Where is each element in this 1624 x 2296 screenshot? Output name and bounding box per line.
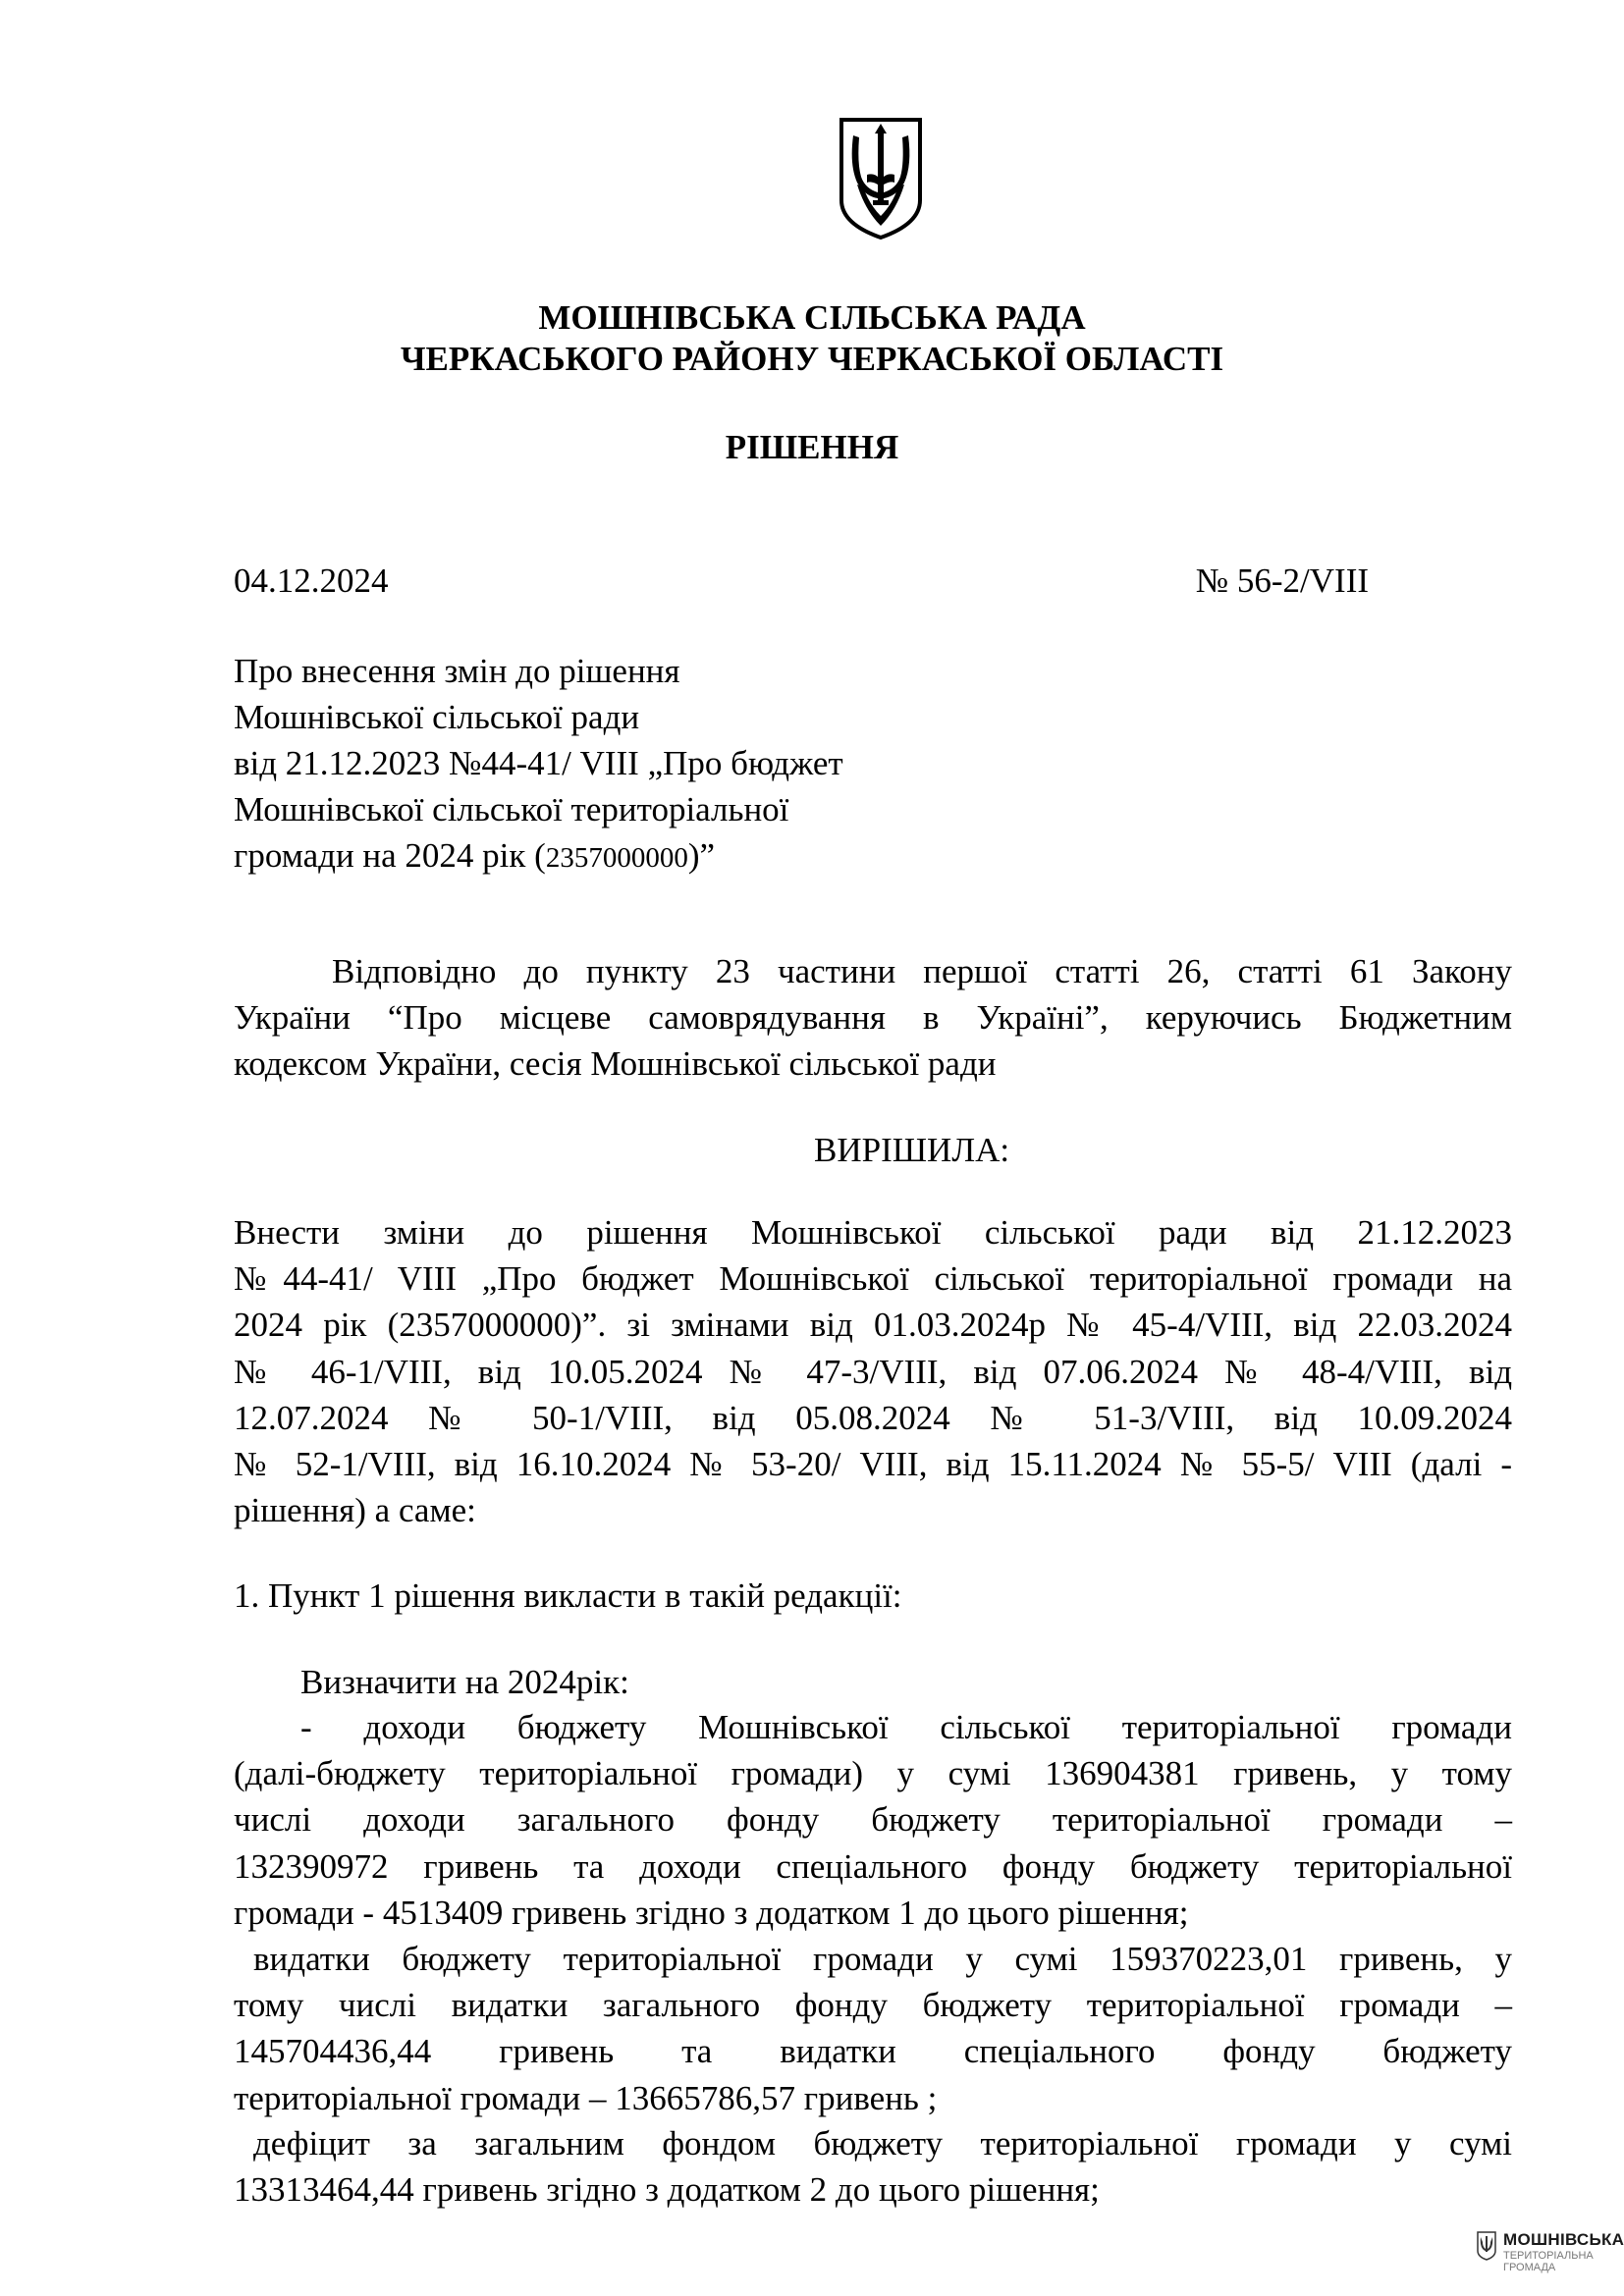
text-line: (далі-бюджету територіальної громади) у сумі 136904381 гривень, у тому (234, 1754, 1512, 1793)
text-line: територіальної громади – 13665786,57 гривень ; (234, 2078, 938, 2117)
subject-line-text: громади на 2024 рік ( (234, 836, 546, 875)
budget-code: 2357000000 (545, 842, 688, 874)
income-paragraph (234, 1704, 1512, 1936)
text-line: видатки бюджету територіальної громади у сумі 159370223,01 гривень, у (253, 1940, 1512, 1978)
coat-of-arms-emblem (836, 116, 926, 241)
subject-close: )” (687, 836, 716, 875)
council-name: МОШНІВСЬКА СІЛЬСЬКА РАДА (538, 298, 1086, 337)
community-watermark (1476, 2226, 1624, 2287)
text-line: №44-41/ VIII „Про бюджет Мошнівської сільської територіальної громади на (234, 1259, 1512, 1299)
decision-number: № 56-2/VIII (1195, 561, 1369, 600)
text-line: дефіцит за загальним фондом бюджету територіальної громади у сумі (253, 2124, 1512, 2163)
point-1: 1. Пункт 1 рішення викласти в такій редакції: (234, 1576, 902, 1615)
subject-line (234, 832, 843, 881)
text-line: рішення) а саме: (234, 1491, 476, 1530)
resolved-heading: ВИРІШИЛА: (814, 1131, 1010, 1169)
text-line: 145704436,44 гривень та видатки спеціального фонду бюджету (234, 2032, 1512, 2071)
amendment-paragraph (234, 1209, 1512, 1533)
expenses-paragraph (234, 1936, 1512, 2121)
deficit-paragraph (234, 2120, 1512, 2213)
subject-block (234, 648, 843, 881)
text-line: тому числі видатки загального фонду бюджету територіальної громади – (234, 1986, 1512, 2025)
text-line: № 46-1/VIII, від 10.05.2024 № 47-3/VIII, від 07.06.2024 № 48-4/VIII, від (234, 1352, 1512, 1391)
text-line: числі доходи загального фонду бюджету територіальної громади – (234, 1800, 1512, 1840)
text-line: 2024 рік (2357000000)”. зі змінами від 01.03.2024р № 45-4/VIII, від 22.03.2024 (234, 1306, 1512, 1345)
document-type-title: РІШЕННЯ (725, 428, 899, 466)
subject-line: Про внесення змін до рішення (234, 652, 680, 690)
text-line: 13313464,44 гривень згідно з додатком 2 до цього рішення; (234, 2170, 1100, 2210)
subject-line: від 21.12.2023 №44-41/ VIII „Про бюджет (234, 744, 843, 782)
preamble-paragraph (234, 948, 1512, 1088)
subject-line: Мошнівської сільської територіальної (234, 790, 789, 828)
trident-icon (1476, 2230, 1497, 2262)
text-line: Внести зміни до рішення Мошнівської сільської ради від 21.12.2023 (234, 1213, 1512, 1252)
text-line: України “Про місцеве самоврядування в Україні”, керуючись Бюджетним (234, 998, 1512, 1038)
watermark-line: ГРОМАДА (1503, 2262, 1556, 2273)
watermark-line: ТЕРИТОРІАЛЬНА (1503, 2250, 1594, 2262)
text-line: 12.07.2024 № 50-1/VIII, від 05.08.2024 № 51-3/VIII, від 10.09.2024 (234, 1398, 1512, 1437)
subject-line: Мошнівської сільської ради (234, 698, 640, 736)
determine-heading: Визначити на 2024рік: (300, 1663, 629, 1701)
decision-date: 04.12.2024 (234, 561, 389, 600)
text-line: громади - 4513409 гривень згідно з додатком 1 до цього рішення; (234, 1893, 1189, 1932)
text-line: кодексом України, сесія Мошнівської сільської ради (234, 1044, 997, 1084)
text-line: № 52-1/VIII, від 16.10.2024 № 53-20/ VIII, від 15.11.2024 № 55-5/ VIII (далі - (234, 1445, 1512, 1484)
council-district: ЧЕРКАСЬКОГО РАЙОНУ ЧЕРКАСЬКОЇ ОБЛАСТІ (400, 340, 1224, 378)
watermark-subtitle (1503, 2250, 1594, 2273)
text-line: - доходи бюджету Мошнівської сільської територіальної громади (300, 1708, 1512, 1746)
text-line: 132390972 гривень та доходи спеціального фонду бюджету територіальної (234, 1846, 1512, 1886)
watermark-title: МОШНІВСЬКА (1503, 2230, 1624, 2249)
text-line: Відповідно до пункту 23 частини першої статті 26, статті 61 Закону (332, 952, 1512, 990)
